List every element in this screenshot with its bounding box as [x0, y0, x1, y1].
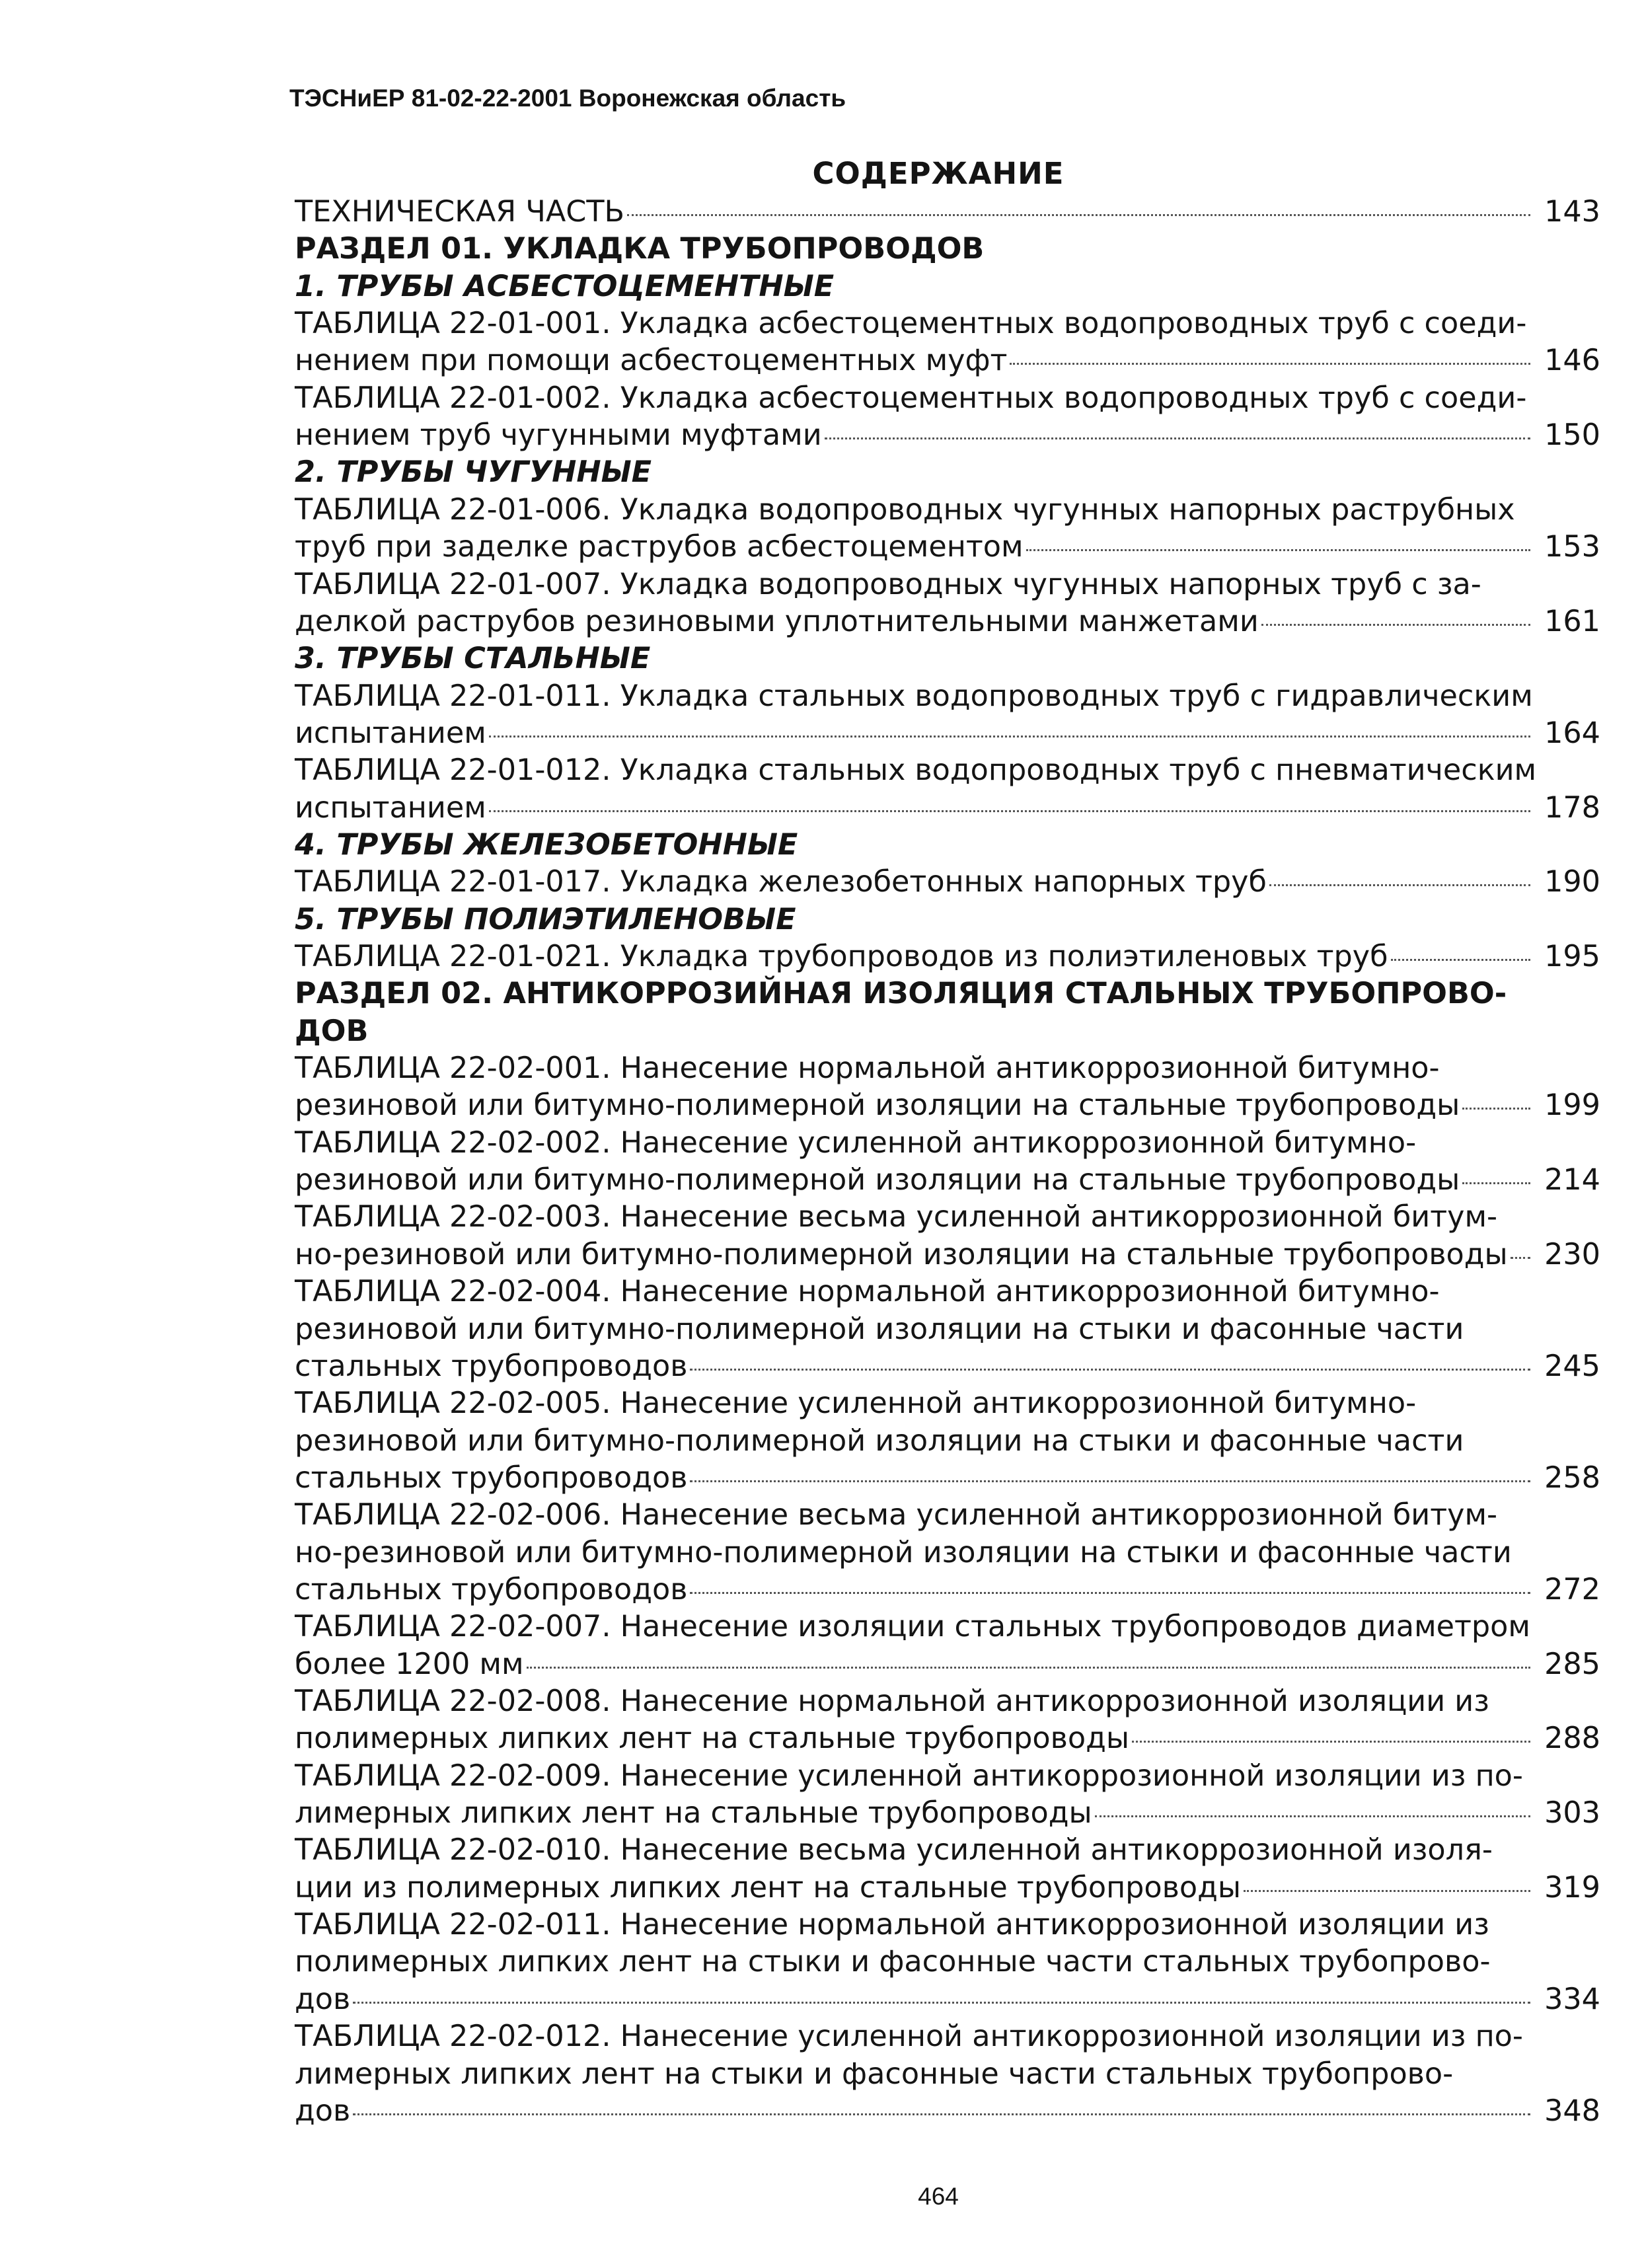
- page-number: 464: [918, 2183, 959, 2210]
- toc-entry-text: ТАБЛИЦА 22-01-007. Укладка водопроводных чугунных напорных труб с за-: [295, 568, 1481, 601]
- toc-entry-text: ТАБЛИЦА 22-02-007. Нанесение изоляции стальных трубопроводов диаметром: [295, 1610, 1530, 1644]
- toc-line: [295, 305, 1526, 342]
- dot-leader: [1462, 1107, 1530, 1110]
- dot-leader: [489, 810, 1530, 812]
- toc-entry-text: но-резиновой или битумно-полимерной изоляции на стальные трубопроводы: [295, 1238, 1508, 1271]
- toc-page-number: 319: [1544, 1871, 1600, 1905]
- toc-subsection-heading: [295, 640, 650, 677]
- dot-leader: [1132, 1740, 1530, 1743]
- toc-entry-text: резиновой или битумно-полимерной изоляции на стыки и фасонные части: [295, 1312, 1464, 1346]
- toc-entry-text: ТАБЛИЦА 22-02-006. Нанесение весьма усиленной антикоррозионной битум-: [295, 1498, 1498, 1532]
- toc-entry-text: 5. ТРУБЫ ПОЛИЭТИЛЕНОВЫЕ: [295, 903, 796, 936]
- toc-entry: [295, 790, 1600, 826]
- dot-leader: [825, 437, 1530, 439]
- toc-entry: [295, 1571, 1600, 1608]
- dot-leader: [1261, 623, 1530, 626]
- toc-entry-text: ТЕХНИЧЕСКАЯ ЧАСТЬ: [295, 195, 625, 229]
- toc-entry-text: 3. ТРУБЫ СТАЛЬНЫЕ: [295, 642, 651, 675]
- toc-line: [295, 2056, 1453, 2092]
- dot-leader: [1269, 884, 1530, 886]
- toc-page-number: 334: [1544, 1983, 1600, 2016]
- toc-entry-text: ции из полимерных липких лент на стальные трубопроводы: [295, 1871, 1241, 1905]
- toc-page-number: 272: [1544, 1573, 1600, 1606]
- toc-entry-text: ТАБЛИЦА 22-02-005. Нанесение усиленной антикоррозионной битумно-: [295, 1386, 1417, 1420]
- toc-line: [295, 1497, 1497, 1533]
- toc-page-number: 348: [1544, 2094, 1600, 2128]
- toc-entry-text: резиновой или битумно-полимерной изоляции на стыки и фасонные части: [295, 1424, 1464, 1458]
- toc-entry-text: РАЗДЕЛ 01. УКЛАДКА ТРУБОПРОВОДОВ: [295, 232, 985, 266]
- toc-line: [295, 678, 1533, 714]
- toc-entry-text: 4. ТРУБЫ ЖЕЛЕЗОБЕТОННЫЕ: [295, 828, 798, 862]
- toc-entry: [295, 1460, 1600, 1496]
- toc-subsection-heading: [295, 901, 796, 938]
- toc-line: [295, 1050, 1440, 1086]
- toc-page-number: 164: [1544, 716, 1600, 750]
- toc-page-number: 303: [1544, 1796, 1600, 1830]
- toc-entry: [295, 603, 1600, 640]
- toc-line: [295, 1832, 1493, 1868]
- toc-line: [295, 566, 1481, 603]
- toc-page-number: 285: [1544, 1647, 1600, 1681]
- toc-entry-text: ТАБЛИЦА 22-02-011. Нанесение нормальной антикоррозионной изоляции из: [295, 1908, 1489, 1942]
- toc-line: [295, 492, 1515, 528]
- toc-line: [295, 1273, 1440, 1310]
- dot-leader: [353, 2113, 1530, 2115]
- toc-entry: [295, 1348, 1600, 1384]
- toc-entry-text: ТАБЛИЦА 22-01-012. Укладка стальных водопроводных труб с пневматическим: [295, 753, 1537, 787]
- toc-entry-text: труб при заделке раструбов асбестоцементом: [295, 530, 1024, 564]
- toc-entry-text: стальных трубопроводов: [295, 1573, 688, 1606]
- toc-line: [295, 380, 1526, 416]
- toc-entry-text: нением труб чугунными муфтами: [295, 418, 822, 452]
- toc-entry-text: испытанием: [295, 791, 486, 825]
- toc-line: [295, 1125, 1416, 1161]
- toc-entry-text: ДОВ: [295, 1014, 369, 1048]
- dot-leader: [489, 735, 1530, 737]
- toc-entry-text: 2. ТРУБЫ ЧУГУННЫЕ: [295, 455, 652, 489]
- toc-entry: [295, 417, 1600, 453]
- toc-section-heading: [295, 1013, 368, 1049]
- dot-leader: [353, 2001, 1530, 2004]
- toc-line: [295, 1385, 1416, 1421]
- toc-entry-text: полимерных липких лент на стальные трубопроводы: [295, 1721, 1129, 1755]
- toc-subsection-heading: [295, 268, 834, 305]
- dot-leader: [627, 213, 1530, 216]
- toc-entry-text: лимерных липких лент на стыки и фасонные части стальных трубопрово-: [295, 2057, 1454, 2091]
- dot-leader: [1462, 1182, 1530, 1184]
- toc-entry-text: стальных трубопроводов: [295, 1461, 688, 1495]
- toc-entry-text: дов: [295, 1983, 351, 2016]
- toc-line: [295, 1683, 1489, 1720]
- toc-page-number: 195: [1544, 940, 1600, 973]
- dot-leader: [1511, 1256, 1530, 1259]
- toc-entry-text: резиновой или битумно-полимерной изоляции на стальные трубопроводы: [295, 1088, 1460, 1122]
- toc-line: [295, 1534, 1512, 1571]
- dot-leader: [690, 1368, 1530, 1371]
- toc-entry-text: ТАБЛИЦА 22-02-009. Нанесение усиленной антикоррозионной изоляции из по-: [295, 1759, 1523, 1793]
- toc-section-heading: [295, 975, 1507, 1012]
- toc-entry-text: ТАБЛИЦА 22-02-012. Нанесение усиленной антикоррозионной изоляции из по-: [295, 2020, 1523, 2053]
- toc-page-number: 288: [1544, 1721, 1600, 1755]
- toc-entry-text: ТАБЛИЦА 22-01-001. Укладка асбестоцементных водопроводных труб с соеди-: [295, 307, 1527, 340]
- toc-entry: [295, 1720, 1600, 1757]
- toc-section-heading: [295, 231, 984, 267]
- toc-entry-text: ТАБЛИЦА 22-01-002. Укладка асбестоцементных водопроводных труб с соеди-: [295, 381, 1527, 415]
- contents-title: СОДЕРЖАНИЕ: [812, 156, 1065, 191]
- toc-entry: [295, 2093, 1600, 2129]
- toc-entry: [295, 529, 1600, 565]
- toc-page-number: 214: [1544, 1163, 1600, 1197]
- toc-entry: [295, 715, 1600, 751]
- toc-page-number: 199: [1544, 1088, 1600, 1122]
- dot-leader: [690, 1591, 1530, 1594]
- toc-entry: [295, 1646, 1600, 1682]
- toc-entry-text: ТАБЛИЦА 22-02-001. Нанесение нормальной антикоррозионной битумно-: [295, 1051, 1440, 1085]
- toc-entry: [295, 938, 1600, 975]
- dot-leader: [1244, 1889, 1530, 1892]
- toc-entry-text: 1. ТРУБЫ АСБЕСТОЦЕМЕНТНЫЕ: [295, 270, 835, 303]
- toc-line: [295, 1608, 1530, 1645]
- toc-entry-text: ТАБЛИЦА 22-01-011. Укладка стальных водопроводных труб с гидравлическим: [295, 679, 1533, 713]
- toc-entry: [295, 1795, 1600, 1831]
- toc-entry-text: нением при помощи асбестоцементных муфт: [295, 344, 1008, 377]
- toc-line: [295, 1758, 1523, 1794]
- toc-entry-text: ТАБЛИЦА 22-02-010. Нанесение весьма усиленной антикоррозионной изоля-: [295, 1833, 1493, 1867]
- toc-entry: [295, 1162, 1600, 1198]
- toc-page-number: 245: [1544, 1349, 1600, 1383]
- toc-entry-text: дов: [295, 2094, 351, 2128]
- toc-entry-text: ТАБЛИЦА 22-02-003. Нанесение весьма усиленной антикоррозионной битум-: [295, 1200, 1498, 1234]
- toc-page-number: 258: [1544, 1461, 1600, 1495]
- toc-entry-text: ТАБЛИЦА 22-01-021. Укладка трубопроводов из полиэтиленовых труб: [295, 940, 1388, 973]
- toc-entry-text: ТАБЛИЦА 22-02-004. Нанесение нормальной антикоррозионной битумно-: [295, 1275, 1440, 1308]
- toc-entry: [295, 342, 1600, 379]
- toc-subsection-heading: [295, 827, 798, 863]
- toc-entry-text: ТАБЛИЦА 22-01-006. Укладка водопроводных чугунных напорных раструбных: [295, 493, 1515, 527]
- toc-entry: [295, 1870, 1600, 1906]
- dot-leader: [690, 1480, 1530, 1482]
- toc-line: [295, 1199, 1497, 1235]
- toc-entry-text: испытанием: [295, 716, 486, 750]
- dot-leader: [527, 1666, 1530, 1669]
- toc-page-number: 178: [1544, 791, 1600, 825]
- toc-line: [295, 1907, 1489, 1943]
- toc-entry-text: стальных трубопроводов: [295, 1349, 688, 1383]
- dot-leader: [1026, 548, 1530, 551]
- toc-entry-text: полимерных липких лент на стыки и фасонные части стальных трубопрово-: [295, 1945, 1491, 1979]
- toc-page-number: 230: [1544, 1238, 1600, 1271]
- toc-entry-text: но-резиновой или битумно-полимерной изоляции на стыки и фасонные части: [295, 1536, 1512, 1569]
- toc-page-number: 146: [1544, 344, 1600, 377]
- dot-leader: [1010, 362, 1530, 365]
- document-header: ТЭСНиЕР 81-02-22-2001 Воронежская область: [289, 85, 846, 112]
- toc-line: [295, 2018, 1523, 2055]
- toc-entry: [295, 864, 1600, 900]
- toc-entry-text: делкой раструбов резиновыми уплотнительными манжетами: [295, 605, 1259, 638]
- toc-subsection-heading: [295, 454, 652, 490]
- toc-page-number: 161: [1544, 605, 1600, 638]
- toc-entry-text: лимерных липких лент на стальные трубопроводы: [295, 1796, 1092, 1830]
- toc-entry: [295, 194, 1600, 230]
- toc-entry: [295, 1236, 1600, 1273]
- toc-entry-text: резиновой или битумно-полимерной изоляции на стальные трубопроводы: [295, 1163, 1460, 1197]
- toc-page-number: 150: [1544, 418, 1600, 452]
- toc-page-number: 143: [1544, 195, 1600, 229]
- toc-line: [295, 1311, 1464, 1347]
- toc-entry: [295, 1087, 1600, 1123]
- toc-page-number: 153: [1544, 530, 1600, 564]
- dot-leader: [1391, 958, 1530, 961]
- toc-entry-text: более 1200 мм: [295, 1647, 524, 1681]
- toc-line: [295, 1944, 1491, 1980]
- toc-entry-text: РАЗДЕЛ 02. АНТИКОРРОЗИЙНАЯ ИЗОЛЯЦИЯ СТАЛЬНЫХ ТРУБОПРОВО-: [295, 977, 1507, 1010]
- toc-page-number: 190: [1544, 865, 1600, 899]
- dot-leader: [1095, 1815, 1530, 1817]
- toc-line: [295, 1423, 1464, 1459]
- toc-entry-text: ТАБЛИЦА 22-02-002. Нанесение усиленной антикоррозионной битумно-: [295, 1126, 1417, 1160]
- toc-line: [295, 752, 1536, 788]
- toc-entry-text: ТАБЛИЦА 22-01-017. Укладка железобетонных напорных труб: [295, 865, 1267, 899]
- toc-entry-text: ТАБЛИЦА 22-02-008. Нанесение нормальной антикоррозионной изоляции из: [295, 1684, 1489, 1718]
- toc-entry: [295, 1981, 1600, 2018]
